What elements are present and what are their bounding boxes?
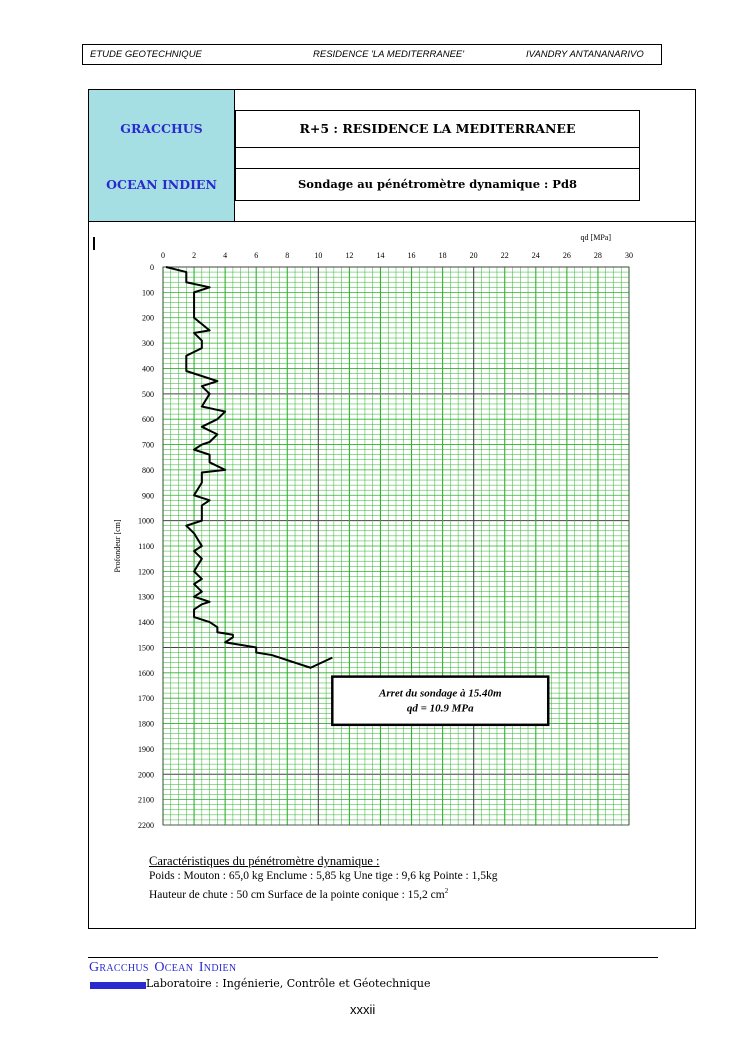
y-tick-label: 700 <box>142 440 154 450</box>
header-location: IVANDRY ANTANANARIVO <box>526 49 644 60</box>
x-tick-label: 10 <box>314 251 323 260</box>
series-line-1 <box>166 267 332 668</box>
x-tick-label: 14 <box>376 251 385 260</box>
blank-title-row <box>235 147 640 169</box>
x-tick-label: 26 <box>562 251 571 260</box>
y-tick-label: 1100 <box>138 542 154 551</box>
footer-org-initial-2: O <box>154 960 165 975</box>
y-tick-label: 300 <box>142 339 154 349</box>
characteristics-title: Caractéristiques du pénétromètre dynamique : <box>149 854 380 868</box>
header-project-name: RESIDENCE 'LA MEDITERRANEE' <box>313 49 465 60</box>
y-tick-label: 1800 <box>138 719 154 729</box>
organization-logo-block <box>89 90 235 221</box>
x-axis-label: qd [MPa] <box>580 233 611 242</box>
y-tick-label: 800 <box>142 465 154 475</box>
y-tick-label: 2200 <box>138 821 154 830</box>
y-tick-label: 500 <box>142 389 154 399</box>
x-tick-label: 30 <box>625 251 633 260</box>
penetrometer-chart <box>89 222 695 834</box>
chart-grid <box>163 267 629 825</box>
annotation-line2: qd = 10.9 MPa <box>406 702 474 715</box>
y-tick-label: 1600 <box>138 668 154 678</box>
page-number: xxxii <box>350 1002 376 1017</box>
y-tick-label: 200 <box>142 313 154 323</box>
running-header <box>82 44 662 65</box>
footer-org-initial-1: G <box>89 960 100 975</box>
series-group <box>166 267 332 668</box>
x-tick-label: 6 <box>254 251 259 260</box>
header-study-type: ETUDE GEOTECHNIQUE <box>90 49 202 60</box>
x-tick-labels <box>161 251 633 260</box>
annotation-line1: Arret du sondage à 15.40m <box>378 687 502 700</box>
x-tick-label: 24 <box>531 251 540 260</box>
footer-org-word-3: NDIEN <box>203 963 237 974</box>
org-name-line2: OCEAN INDIEN <box>106 177 217 192</box>
footer-organization <box>89 960 236 976</box>
y-tick-label: 900 <box>142 491 154 501</box>
y-tick-label: 1400 <box>138 618 154 628</box>
x-tick-label: 0 <box>161 251 165 260</box>
probe-title-box: Sondage au pénétromètre dynamique : Pd8 <box>235 168 640 201</box>
y-tick-label: 600 <box>142 415 154 425</box>
footer-laboratory: Laboratoire : Ingénierie, Contrôle et Géotechnique <box>146 977 431 990</box>
y-tick-label: 1900 <box>138 744 154 754</box>
y-axis-label: Profondeur [cm] <box>113 519 122 573</box>
y-tick-label: 0 <box>150 263 154 272</box>
x-tick-label: 22 <box>500 251 509 260</box>
unit-exponent: 2 <box>444 887 449 895</box>
y-tick-label: 1700 <box>138 694 154 704</box>
y-tick-label: 2000 <box>138 770 154 780</box>
x-tick-label: 12 <box>345 251 354 260</box>
x-tick-label: 16 <box>407 251 416 260</box>
characteristics-drop-text: Hauteur de chute : 50 cm Surface de la pointe conique : 15,2 cm <box>149 888 445 901</box>
y-tick-labels <box>138 263 154 830</box>
characteristics-weights: Poids : Mouton : 65,0 kg Enclume : 5,85 kg Une tige : 9,6 kg Pointe : 1,5kg <box>149 870 498 882</box>
penetrometer-characteristics <box>149 854 498 903</box>
y-tick-label: 1200 <box>138 567 154 577</box>
footer-accent-bar <box>90 982 146 989</box>
characteristics-drop-surface <box>149 884 498 903</box>
x-tick-label: 2 <box>192 251 197 260</box>
x-tick-label: 28 <box>593 251 602 260</box>
y-tick-label: 2100 <box>138 795 154 805</box>
y-tick-label: 1000 <box>138 516 154 526</box>
footer-rule <box>88 957 658 958</box>
footer-org-word-1: RACCHUS <box>99 963 149 974</box>
annotation-group <box>332 677 548 725</box>
y-tick-label: 1500 <box>138 643 154 653</box>
x-tick-label: 18 <box>438 251 447 260</box>
org-name-line1: GRACCHUS <box>120 121 203 136</box>
y-tick-label: 100 <box>142 288 154 298</box>
x-tick-label: 4 <box>223 251 228 260</box>
footer-org-initial-3: I <box>198 960 204 975</box>
annotation-box <box>332 677 548 725</box>
project-title-box: R+5 : RESIDENCE LA MEDITERRANEE <box>235 110 640 148</box>
x-tick-label: 20 <box>469 251 478 260</box>
y-tick-label: 1300 <box>138 592 154 602</box>
y-tick-label: 400 <box>142 364 154 374</box>
x-tick-label: 8 <box>285 251 290 260</box>
footer-org-word-2: CEAN <box>164 963 194 974</box>
